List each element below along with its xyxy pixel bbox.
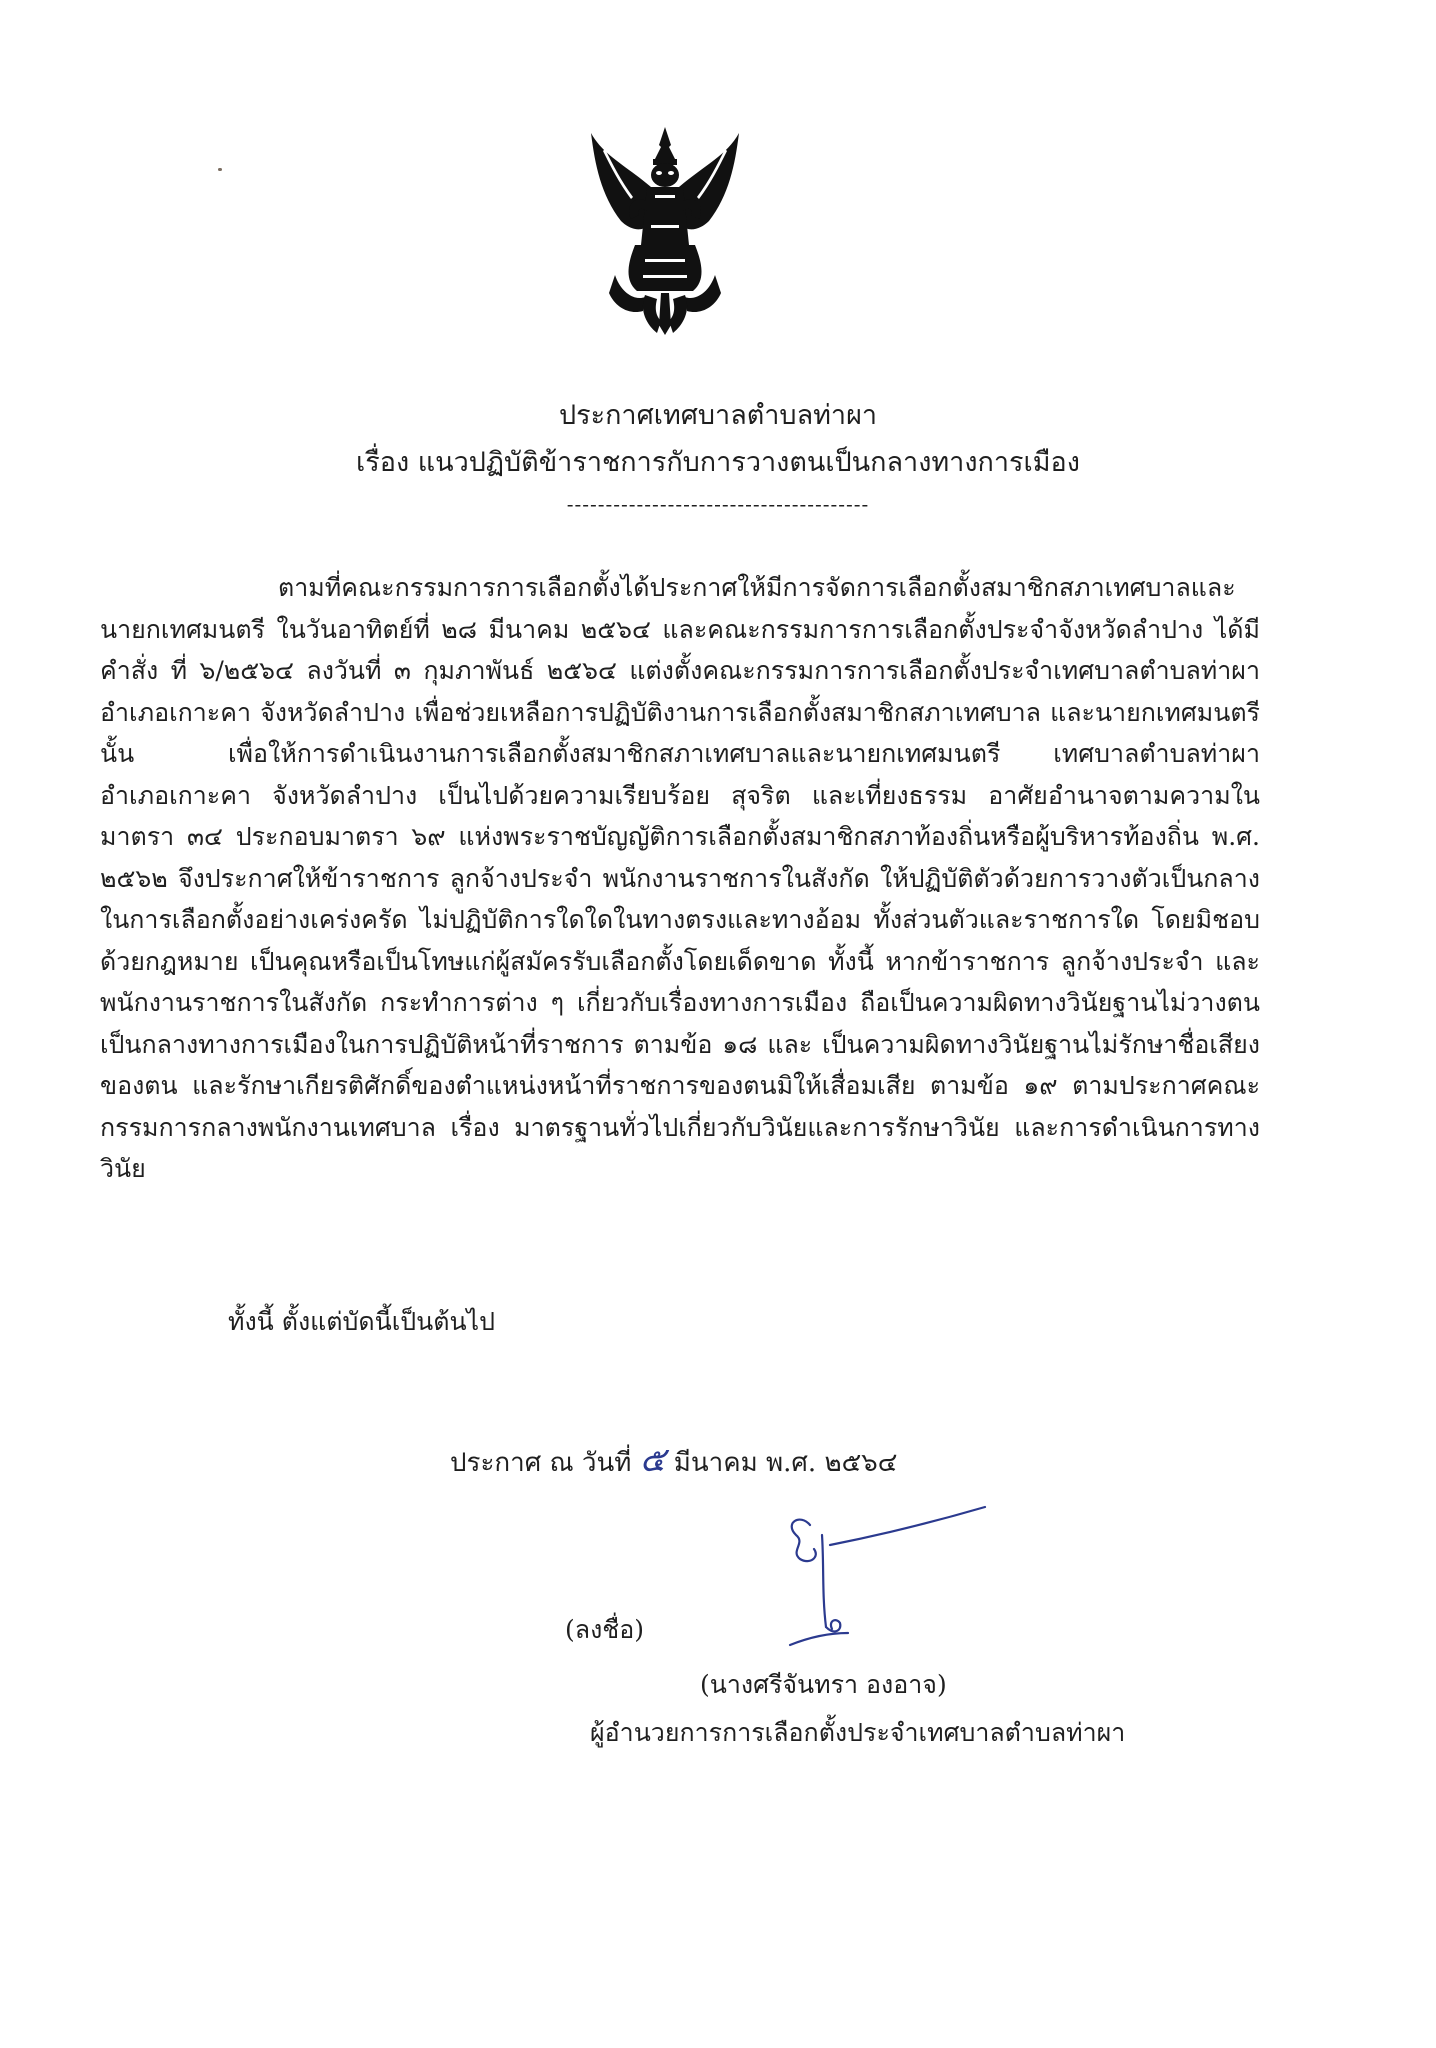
body-paragraph-1: ตามที่คณะกรรมการการเลือกตั้งได้ประกาศให้มีการจัดการเลือกตั้งสมาชิกสภาเทศบาลและนายกเทศมนตรี ในวันอาทิตย์ที่ ๒๘ มีนาคม ๒๕๖๔ และคณะกรรมการการเลือกตั้งประจำจังหวัดลำปาง ได้มีคำสั่ง ที่ ๖/๒๕๖๔ ลงวันที่ ๓ กุมภาพันธ์ ๒๕๖๔ แต่งตั้งคณะกรรมการการเลือกตั้งประจำเทศบาลตำบลท่าผา อำเภอเกาะคา จังหวัดลำปาง เพื่อช่วยเหลือการปฏิบัติงานการเลือกตั้งสมาชิกสภาเทศบาล และนายกเทศมนตรี นั้น xyxy=(100,573,1260,768)
paper-speck xyxy=(218,168,222,171)
announcement-subject: เรื่อง แนวปฏิบัติข้าราชการกับการวางตนเป็นกลางทางการเมือง xyxy=(356,447,1080,478)
signer-name: (นางศรีจันทรา องอาจ) xyxy=(700,1670,947,1699)
date-prefix: ประกาศ ณ วันที่ xyxy=(450,1448,632,1478)
body-paragraph-2-block xyxy=(100,733,1260,1190)
handwritten-day: ๕ xyxy=(639,1440,666,1480)
date-suffix: มีนาคม พ.ศ. ๒๕๖๔ xyxy=(673,1448,898,1478)
body-paragraph-2: เพื่อให้การดำเนินงานการเลือกตั้งสมาชิกสภาเทศบาลและนายกเทศมนตรี เทศบาลตำบลท่าผา อำเภอเกาะคา จังหวัดลำปาง เป็นไปด้วยความเรียบร้อย สุจริต และเที่ยงธรรม อาศัยอำนาจตามความในมาตรา ๓๔ ประกอบมาตรา ๖๙ แห่งพระราชบัญญัติการเลือกตั้งสมาชิกสภาท้องถิ่นหรือผู้บริหารท้องถิ่น พ.ศ. ๒๕๖๒ จึงประกาศให้ข้าราชการ ลูกจ้างประจำ พนักงานราชการในสังกัด ให้ปฏิบัติตัวด้วยการวางตัวเป็นกลางในการเลือกตั้งอย่างเคร่งครัด ไม่ปฏิบัติการใดใดในทางตรงและทางอ้อม ทั้งส่วนตัวและราชการใด โดยมิชอบด้วยกฎหมาย เป็นคุณหรือเป็นโทษแก่ผู้สมัครรับเลือกตั้งโดยเด็ดขาด ทั้งนี้ หากข้าราชการ ลูกจ้างประจำ และพนักงานราชการในสังกัด กระทำการต่าง ๆ เกี่ยวกับเรื่องทางการเมือง ถือเป็นความผิดทางวินัยฐานไม่วางตนเป็นกลางทางการเมืองในการปฏิบัติหน้าที่ราชการ ตามข้อ ๑๘ และ เป็นความผิดทางวินัยฐานไม่รักษาชื่อเสียงของตน และรักษาเกียรติศักดิ์ของตำแหน่งหน้าที่ราชการของตนมิให้เสื่อมเสีย ตามข้อ ๑๙ ตามประกาศคณะกรรมการกลางพนักงานเทศบาล เรื่อง มาตรฐานทั่วไปเกี่ยวกับวินัยและการรักษาวินัย และการดำเนินการทางวินัย xyxy=(100,739,1260,1183)
closing-statement: ทั้งนี้ ตั้งแต่บัดนี้เป็นต้นไป xyxy=(228,1307,495,1336)
header-separator: --------------------------------------- xyxy=(566,492,870,516)
garuda-emblem-icon xyxy=(585,125,745,335)
signer-position: ผู้อำนวยการการเลือกตั้งประจำเทศบาลตำบลท่าผา xyxy=(590,1718,1126,1747)
announcement-date xyxy=(450,1432,897,1486)
signed-label: (ลงชื่อ) xyxy=(565,1615,645,1644)
handwritten-signature xyxy=(770,1505,1000,1655)
announcement-title: ประกาศเทศบาลตำบลท่าผา xyxy=(558,400,878,431)
